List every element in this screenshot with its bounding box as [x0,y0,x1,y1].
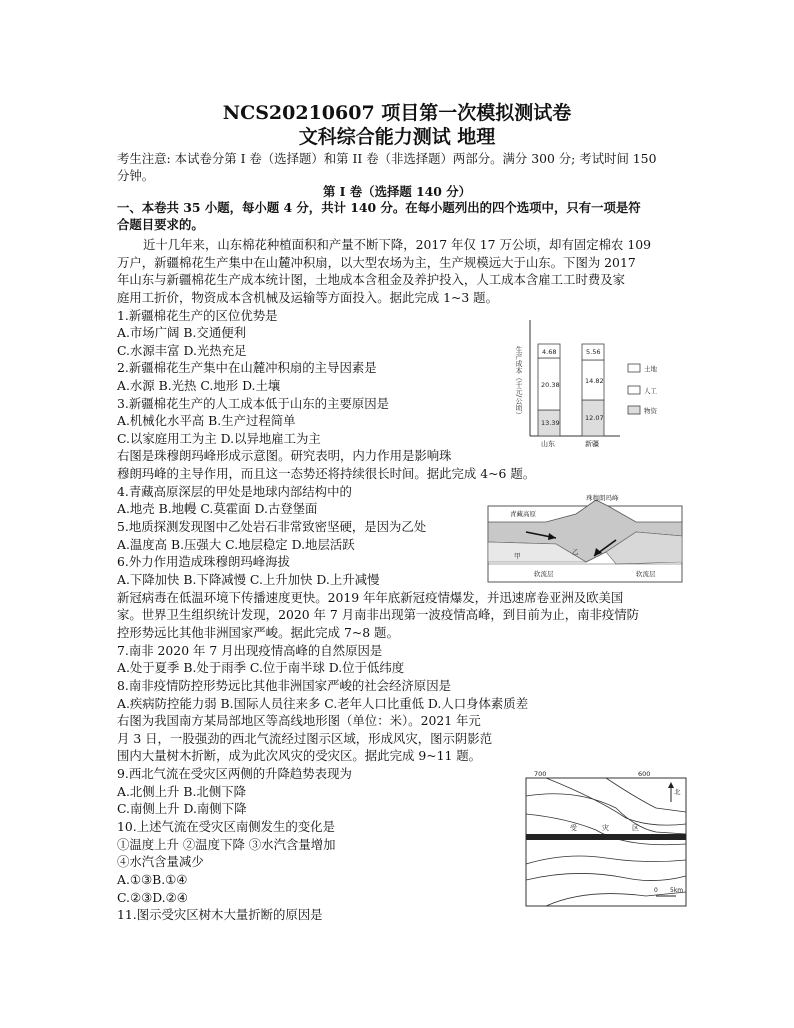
cost-chart-figure [508,316,688,454]
category-xinjiang: 新疆 [585,440,599,448]
q9-options-b: C.南侧上升 D.南侧下降 [117,801,247,816]
passage1-line-1: 近十几年来，山东棉花种植面积和产量不断下降，2017 年仅 17 万公顷，却有固定棉农 109 [143,237,651,252]
passage1-line-2: 万户，新疆棉花生产集中在山麓冲积扇，以大型农场为主，生产规模远大于山东。下图为 2017 [117,255,636,270]
q6-stem: 6.外力作用造成珠穆朗玛峰海拔 [117,554,290,569]
q1-options-a: A.市场广阔 B.交通便利 [117,325,246,340]
q6-options: A.下降加快 B.下降减慢 C.上升加快 D.上升减慢 [117,572,380,587]
category-shandong: 山东 [541,440,555,448]
label-zone-2: 灾 [602,824,609,832]
label-jia: 甲 [514,552,521,560]
passage4-line-3: 围内大量树木折断，成为此次风灾的受灾区。据此完成 9~11 题。 [117,748,482,763]
label-everest: 珠穆朗玛峰 [586,494,619,502]
legend-swatch-land [628,364,640,372]
q7-options: A.处于夏季 B.处于雨季 C.位于南半球 D.位于低纬度 [117,660,405,675]
q9-stem: 9.西北气流在受灾区两侧的升降趋势表现为 [117,766,352,781]
legend-land: 土地 [644,365,657,373]
passage4-line-2: 月 3 日，一股强劲的西北气流经过图示区域，形成风灾，图示阴影范 [117,731,493,746]
q3-options-b: C.以家庭用工为主 D.以异地雇工为主 [117,431,321,446]
label-yi: 乙 [572,548,579,556]
label-sd-materials: 13.39 [541,419,560,427]
q2-stem: 2.新疆棉花生产集中在山麓冲积扇的主导因素是 [117,360,377,375]
passage3-line-1: 新冠病毒在低温环境下传播速度更快。2019 年年底新冠疫情爆发，并迅速席卷亚洲及欧美国 [117,590,624,605]
section-instruction-2: 合题目要求的。 [117,217,204,232]
label-zone-1: 受 [570,824,577,832]
q10-stem: 10.上述气流在受灾区南侧发生的变化是 [117,819,335,834]
label-zone-3: 区 [632,824,639,832]
svg-text:生产成本（千元/公顷）: 生产成本（千元/公顷） [515,346,523,419]
q5-options: A.温度高 B.压强大 C.地层稳定 D.地层活跃 [117,537,355,552]
label-north: 北 [674,788,681,796]
passage3-line-3: 控形势远比其他非洲国家严峻。据此完成 7~8 题。 [117,625,399,640]
label-sd-land: 4.68 [542,348,557,356]
q11-stem: 11.图示受灾区树木大量折断的原因是 [117,907,323,922]
passage3-line-2: 家。世界卫生组织统计发现，2020 年 7 月南非出现第一波疫情高峰，到目前为止，南非疫情防 [117,607,640,622]
q1-stem: 1.新疆棉花生产的区位优势是 [117,308,278,323]
q8-stem: 8.南非疫情防控形势远比其他非洲国家严峻的社会经济原因是 [117,678,451,693]
label-asthenosphere-1: 软流层 [534,570,554,578]
contour-map-figure [506,768,690,908]
legend-swatch-labor [628,386,640,394]
label-sd-labor: 20.38 [541,381,560,389]
q10-options-a: A.①③B.①④ [117,872,188,887]
q7-stem: 7.南非 2020 年 7 月出现疫情高峰的自然原因是 [117,643,383,658]
notice-line-2: 分钟。 [117,168,155,183]
label-contour-600: 600 [638,770,651,778]
q10-items-b: ④水汽含量减少 [117,854,204,869]
everest-formation-figure [486,492,684,584]
q10-items-a: ①温度上升 ②温度下降 ③水汽含量增加 [117,837,336,852]
q4-stem: 4.青藏高原深层的甲处是地球内部结构中的 [117,484,352,499]
section-instruction-1: 一、本卷共 35 小题，每小题 4 分，共计 140 分。在每小题列出的四个选项中，只有一项是符 [117,200,641,215]
section-title: 第 I 卷（选择题 140 分） [322,184,472,199]
q3-options-a: A.机械化水平高 B.生产过程简单 [117,413,296,428]
passage1-line-4: 庭用工折价，物资成本含机械及运输等方面投入。据此完成 1~3 题。 [117,290,498,305]
q2-options: A.水源 B.光热 C.地形 D.土壤 [117,378,281,393]
exam-subtitle: 文科综合能力测试 地理 [298,126,496,148]
q8-options: A.疾病防控能力弱 B.国际人员往来多 C.老年人口比重低 D.人口身体素质差 [117,696,529,711]
q4-options: A.地壳 B.地幔 C.莫霍面 D.古登堡面 [117,501,318,516]
map-frame [526,778,686,906]
passage2-line-2: 穆朗玛峰的主导作用，而且这一态势还将持续很长时间。据此完成 4~6 题。 [117,466,536,481]
exam-title: NCS20210607 项目第一次模拟测试卷 [222,102,572,124]
q3-stem: 3.新疆棉花生产的人工成本低于山东的主要原因是 [117,396,390,411]
passage2-line-1: 右图是珠穆朗玛峰形成示意图。研究表明，内力作用是影响珠 [117,448,452,463]
y-axis-title [515,345,523,418]
scale-zero: 0 [654,887,658,894]
label-xj-land: 5.56 [586,348,601,356]
passage4-line-1: 右图为我国南方某局部地区等高线地形图（单位：米）。2021 年元 [117,713,481,728]
notice-line-1: 考生注意: 本试卷分第 I 卷（选择题）和第 II 卷（非选择题）两部分。满分 300 分; 考试时间 150 [117,151,657,166]
legend-swatch-materials [628,406,640,414]
label-contour-700: 700 [534,770,547,778]
q1-options-b: C.水源丰富 D.光热充足 [117,343,247,358]
q9-options-a: A.北侧上升 B.北侧下降 [117,784,246,799]
label-xj-materials: 12.07 [585,414,604,422]
legend-materials: 物资 [644,407,657,415]
disaster-zone-band [526,834,686,840]
label-plateau: 青藏高原 [510,510,536,518]
q10-options-b: C.②③D.②④ [117,890,188,905]
label-xj-labor: 14.82 [585,377,604,385]
scale-five: 5km [670,887,684,894]
label-asthenosphere-2: 软流层 [636,570,656,578]
q5-stem: 5.地质探测发现图中乙处岩石非常致密坚硬，是因为乙处 [117,519,427,534]
passage1-line-3: 年山东与新疆棉花生产成本统计图，土地成本含租金及养护投入，人工成本含雇工工时费及家 [117,272,626,287]
legend-labor: 人工 [644,387,657,395]
